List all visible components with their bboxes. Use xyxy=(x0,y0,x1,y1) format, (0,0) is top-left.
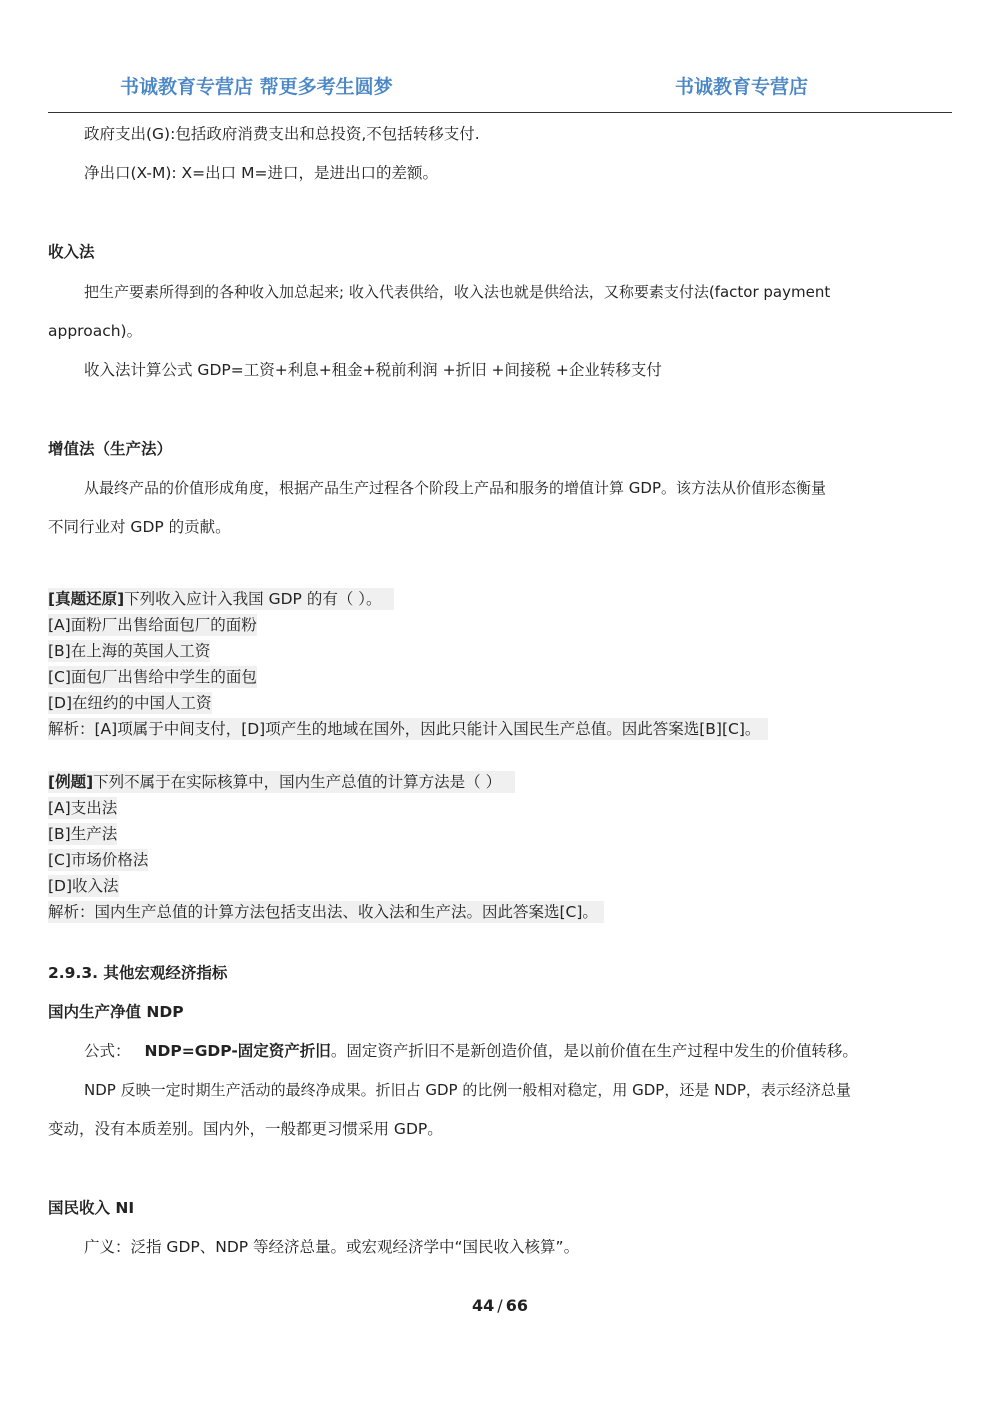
page-current: 44 xyxy=(472,1296,495,1315)
header-left-title: 书诚教育专营店 帮更多考生圆梦 xyxy=(120,76,393,98)
net-export-text: 净出口(X-M): X=出口 M=进口，是进出口的差额。 xyxy=(84,164,438,182)
question2-analysis: 解析：国内生产总值的计算方法包括支出法、收入法和生产法。因此答案选[C]。 xyxy=(48,901,604,923)
question1-option-d: [D]在纽约的中国人工资 xyxy=(48,694,212,712)
question2-tag: [例题] xyxy=(48,773,94,791)
ndp-formula-label: 公式： xyxy=(84,1042,131,1060)
ni-line1: 广义：泛指 GDP、NDP 等经济总量。或宏观经济学中“国民收入核算”。 xyxy=(84,1238,580,1256)
question2-option-a: [A]支出法 xyxy=(48,799,118,817)
page-separator: / xyxy=(497,1296,503,1315)
question2-option-c: [C]市场价格法 xyxy=(48,851,149,869)
section-heading: 2.9.3. 其他宏观经济指标 xyxy=(48,964,228,982)
ndp-line1: NDP 反映一定时期生产活动的最终净成果。折旧占 GDP 的比例一般相对稳定，用 GDP，还是 NDP，表示经济总量 xyxy=(84,1081,851,1099)
header-right-title: 书诚教育专营店 xyxy=(675,76,809,98)
question2-option-d: [D]收入法 xyxy=(48,877,119,895)
income-method-title: 收入法 xyxy=(48,243,95,261)
ndp-line2: 变动，没有本质差别。国内外，一般都更习惯采用 GDP。 xyxy=(48,1120,443,1138)
gov-spending-text: 政府支出(G):包括政府消费支出和总投资,不包括转移支付. xyxy=(84,125,480,143)
question2-stem xyxy=(48,771,515,793)
ndp-title: 国内生产净值 NDP xyxy=(48,1003,184,1021)
ni-title: 国民收入 NI xyxy=(48,1199,135,1217)
header-divider xyxy=(48,112,952,113)
question1-analysis: 解析：[A]项属于中间支付，[D]项产生的地域在国外，因此只能计入国民生产总值。因此答案选[B][C]。 xyxy=(48,718,768,740)
value-added-title: 增值法（生产法） xyxy=(48,440,173,458)
value-added-line2: 不同行业对 GDP 的贡献。 xyxy=(48,518,231,536)
question1-option-a: [A]面粉厂出售给面包厂的面粉 xyxy=(48,616,257,634)
income-method-formula: 收入法计算公式 GDP=工资+利息+租金+税前利润 +折旧 +间接税 +企业转移支付 xyxy=(84,361,662,379)
question1-option-b: [B]在上海的英国人工资 xyxy=(48,642,211,660)
question2-stem-text: 下列不属于在实际核算中，国内生产总值的计算方法是（ ） xyxy=(93,773,502,791)
question1-option-c: [C]面包厂出售给中学生的面包 xyxy=(48,668,257,686)
income-method-para-line1: 把生产要素所得到的各种收入加总起来; 收入代表供给，收入法也就是供给法，又称要素支付法(factor payment xyxy=(84,283,831,301)
question2-option-b: [B]生产法 xyxy=(48,825,118,843)
page-number xyxy=(0,1296,1000,1315)
question1-stem-text: 下列收入应计入我国 GDP 的有（ ）。 xyxy=(124,590,382,608)
ndp-formula xyxy=(84,1040,858,1062)
page-total: 66 xyxy=(505,1296,528,1315)
question1-stem xyxy=(48,588,394,610)
ndp-formula-rest: 。固定资产折旧不是新创造价值，是以前价值在生产过程中发生的价值转移。 xyxy=(330,1042,858,1060)
question1-tag: [真题还原] xyxy=(48,590,125,608)
ndp-formula-bold: NDP=GDP-固定资产折旧 xyxy=(144,1042,331,1060)
value-added-line1: 从最终产品的价值形成角度，根据产品生产过程各个阶段上产品和服务的增值计算 GDP。该方法从价值形态衡量 xyxy=(84,479,826,497)
income-method-para-line2: approach)。 xyxy=(48,322,143,340)
